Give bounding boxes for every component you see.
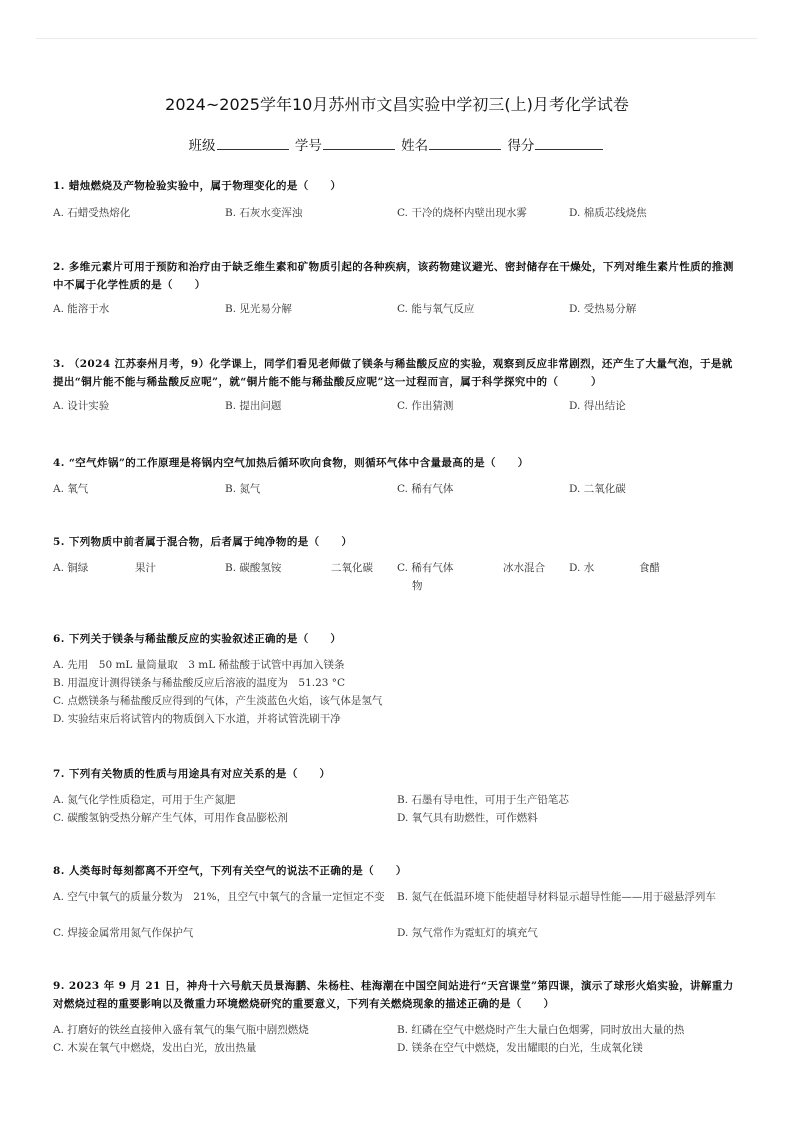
option-b[interactable]: B. 氮气 (225, 483, 261, 495)
option-d[interactable]: D. 镁条在空气中燃烧，发出耀眼的白光，生成氧化镁 (397, 1042, 643, 1054)
question-stem: 2. 多维元素片可用于预防和治疗由于缺乏维生素和矿物质引起的各种疾病，该药物建议避光、密封储存在干燥处，下列对维生素片性质的推测中不属于化学性质的是（ ） (53, 261, 734, 291)
option-grid (53, 791, 743, 827)
question-stem: 5. 下列物质中前者属于混合物，后者属于纯净物的是（ ） (53, 536, 353, 548)
option-d[interactable]: D. 实验结束后将试管内的物质倒入下水道，并将试管洗刷干净 (53, 713, 341, 725)
option-row (53, 204, 743, 222)
option-a[interactable]: A. 石蜡受热熔化 (53, 207, 131, 219)
option-b[interactable]: B. 见光易分解 (225, 303, 292, 315)
option-d[interactable]: D. 水 (569, 562, 595, 574)
question-5 (53, 533, 743, 595)
option-c[interactable]: C. 稀有气体 (397, 562, 454, 574)
option-a[interactable]: A. 能溶于水 (53, 303, 110, 315)
class-blank[interactable] (217, 137, 289, 150)
option-a[interactable]: A. 氮气化学性质稳定，可用于生产氮肥 (53, 794, 236, 806)
name-blank[interactable] (429, 137, 501, 150)
question-stem: 6. 下列关于镁条与稀盐酸反应的实验叙述正确的是（ ） (53, 633, 342, 645)
question-stem: 8. 人类每时每刻都离不开空气，下列有关空气的说法不正确的是（ ） (53, 865, 407, 877)
question-4 (53, 454, 743, 498)
question-7 (53, 765, 743, 827)
option-a[interactable]: A. 空气中氧气的质量分数为 21%，且空气中氧气的含量一定恒定不变 (53, 891, 385, 903)
page-top-rule (36, 38, 758, 39)
option-d[interactable]: D. 二氧化碳 (569, 483, 626, 495)
option-c[interactable]: C. 能与氧气反应 (397, 303, 475, 315)
option-c[interactable]: C. 稀有气体 (397, 483, 454, 495)
option-b[interactable]: B. 石灰水变浑浊 (225, 207, 303, 219)
option-grid (53, 1021, 743, 1057)
question-9 (53, 977, 743, 1057)
option-grid (53, 888, 743, 942)
student-number-label: 学号 (294, 138, 322, 154)
option-a[interactable]: A. 铜绿 (53, 562, 89, 574)
option-c[interactable]: C. 点燃镁条与稀盐酸反应得到的气体，产生淡蓝色火焰，该气体是氢气 (53, 695, 383, 707)
option-d-second: 食醋 (639, 562, 660, 574)
option-d[interactable]: D. 受热易分解 (569, 303, 637, 315)
question-8 (53, 862, 743, 942)
option-d[interactable]: D. 氧气具有助燃性，可作燃料 (397, 812, 538, 824)
option-row (53, 397, 743, 415)
student-number-blank[interactable] (323, 137, 395, 150)
question-1 (53, 177, 743, 222)
option-c-wrap: 物 (412, 580, 423, 592)
option-b[interactable]: B. 用温度计测得镁条与稀盐酸反应后溶液的温度为 51.23 °C (53, 677, 346, 689)
option-a[interactable]: A. 先用 50 mL 量筒量取 3 mL 稀盐酸于试管中再加入镁条 (53, 659, 345, 671)
option-list (53, 656, 743, 728)
class-label: 班级 (188, 138, 216, 154)
score-blank[interactable] (535, 137, 603, 150)
option-b-second: 二氧化碳 (331, 562, 373, 574)
option-b[interactable]: B. 提出问题 (225, 400, 282, 412)
question-stem: 3. （2024 江苏泰州月考，9）化学课上，同学们看见老师做了镁条与稀盐酸反应的实验，观察到反应非常剧烈，还产生了大量气泡，于是就提出“铜片能不能与稀盐酸反应呢”，就“铜片能不能与稀盐酸反应呢”这一过程而言，属于科学探究中的（ ） (53, 358, 733, 388)
exam-title: 2024~2025学年10月苏州市文昌实验中学初三(上)月考化学试卷 (165, 95, 629, 114)
option-row (53, 480, 743, 498)
question-stem: 1. 蜡烛燃烧及产物检验实验中，属于物理变化的是（ ） (53, 180, 342, 192)
option-d[interactable]: D. 棉质芯线烧焦 (569, 207, 647, 219)
option-row (53, 559, 743, 595)
option-a-second: 果汁 (135, 562, 156, 574)
option-b[interactable]: B. 石墨有导电性，可用于生产铅笔芯 (397, 794, 569, 806)
option-a[interactable]: A. 打磨好的铁丝直接伸入盛有氧气的集气瓶中剧烈燃烧 (53, 1024, 309, 1036)
option-b[interactable]: B. 氮气在低温环境下能使超导材料显示超导性能——用于磁悬浮列车 (397, 891, 716, 903)
question-3 (53, 355, 743, 415)
question-2 (53, 258, 743, 318)
option-c[interactable]: C. 木炭在氧气中燃烧，发出白光，放出热量 (53, 1042, 257, 1054)
option-b[interactable]: B. 碳酸氢铵 (225, 562, 282, 574)
option-row (53, 300, 743, 318)
option-c[interactable]: C. 干冷的烧杯内壁出现水雾 (397, 207, 527, 219)
score-label: 得分 (507, 138, 535, 154)
option-d[interactable]: D. 氖气常作为霓虹灯的填充气 (397, 927, 538, 939)
name-label: 姓名 (401, 138, 429, 154)
option-c[interactable]: C. 作出猜测 (397, 400, 454, 412)
option-a[interactable]: A. 氧气 (53, 483, 89, 495)
question-stem: 7. 下列有关物质的性质与用途具有对应关系的是（ ） (53, 768, 331, 780)
option-c[interactable]: C. 碳酸氢钠受热分解产生气体，可用作食品膨松剂 (53, 812, 288, 824)
option-c-second: 冰水混合 (503, 562, 545, 574)
question-stem: 4. “空气炸锅”的工作原理是将锅内空气加热后循环吹向食物，则循环气体中含量最高的是（ ） (53, 457, 529, 469)
option-c[interactable]: C. 焊接金属常用氮气作保护气 (53, 927, 194, 939)
student-info-line (0, 134, 794, 154)
question-6 (53, 630, 743, 728)
option-b[interactable]: B. 红磷在空气中燃烧时产生大量白色烟雾，同时放出大量的热 (397, 1024, 685, 1036)
option-a[interactable]: A. 设计实验 (53, 400, 110, 412)
question-stem: 9. 2023 年 9 月 21 日，神舟十六号航天员景海鹏、朱杨柱、桂海潮在中国空间站进行“天宫课堂”第四课，演示了球形火焰实验，讲解重力对燃烧过程的重要影响以及微重力环境燃烧研究的重要意义，下列有关燃烧现象的描述正确的是（ ） (53, 980, 734, 1010)
option-d[interactable]: D. 得出结论 (569, 400, 626, 412)
